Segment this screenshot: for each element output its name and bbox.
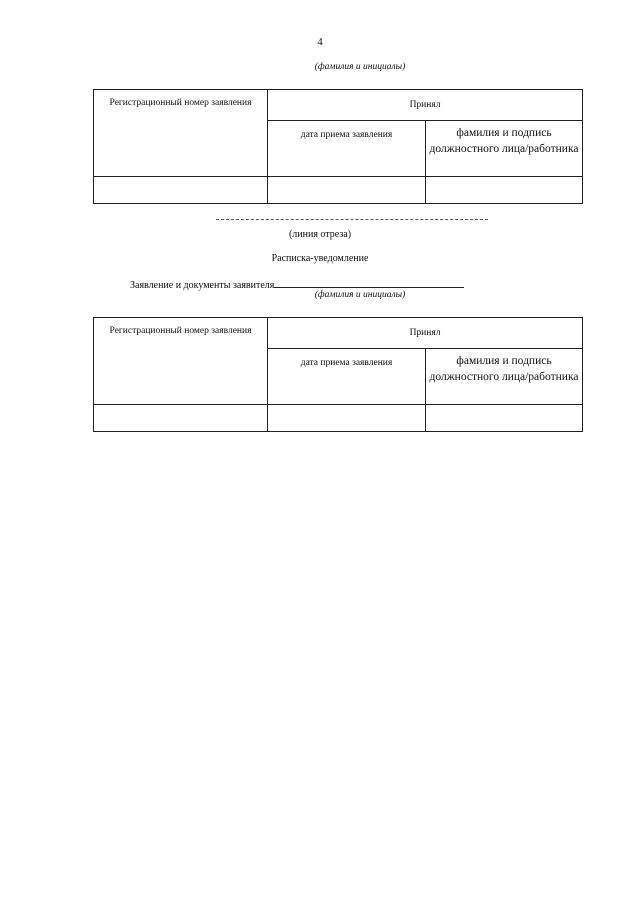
signature-cell[interactable] — [426, 405, 583, 432]
receipt-title: Расписка-уведомление — [271, 253, 369, 264]
accepted-header: Принял — [268, 318, 583, 349]
date-cell[interactable] — [268, 177, 426, 204]
accepted-header: Принял — [268, 90, 583, 121]
date-header: дата приема заявления — [268, 121, 426, 177]
date-cell[interactable] — [268, 405, 426, 432]
cut-line-label: (линия отреза) — [288, 229, 352, 240]
cut-line — [216, 219, 488, 220]
applicant-line — [130, 277, 464, 291]
name-initials-caption: (фамилия и инициалы) — [314, 62, 406, 72]
signature-cell[interactable] — [426, 177, 583, 204]
applicant-name-field[interactable] — [274, 277, 464, 288]
reg-number-header: Регистрационный номер заявления — [94, 318, 268, 405]
signature-header: фамилия и подпись должностного лица/работника — [426, 349, 583, 405]
reg-number-cell[interactable] — [94, 177, 268, 204]
name-initials-caption-2: (фамилия и инициалы) — [314, 290, 406, 300]
reg-number-header: Регистрационный номер заявления — [94, 90, 268, 177]
applicant-label: Заявление и документы заявителя — [130, 280, 275, 291]
registration-table-receipt — [93, 317, 583, 432]
registration-table-top — [93, 89, 583, 204]
signature-header: фамилия и подпись должностного лица/работника — [426, 121, 583, 177]
date-header: дата приема заявления — [268, 349, 426, 405]
page-number: 4 — [317, 36, 323, 48]
reg-number-cell[interactable] — [94, 405, 268, 432]
